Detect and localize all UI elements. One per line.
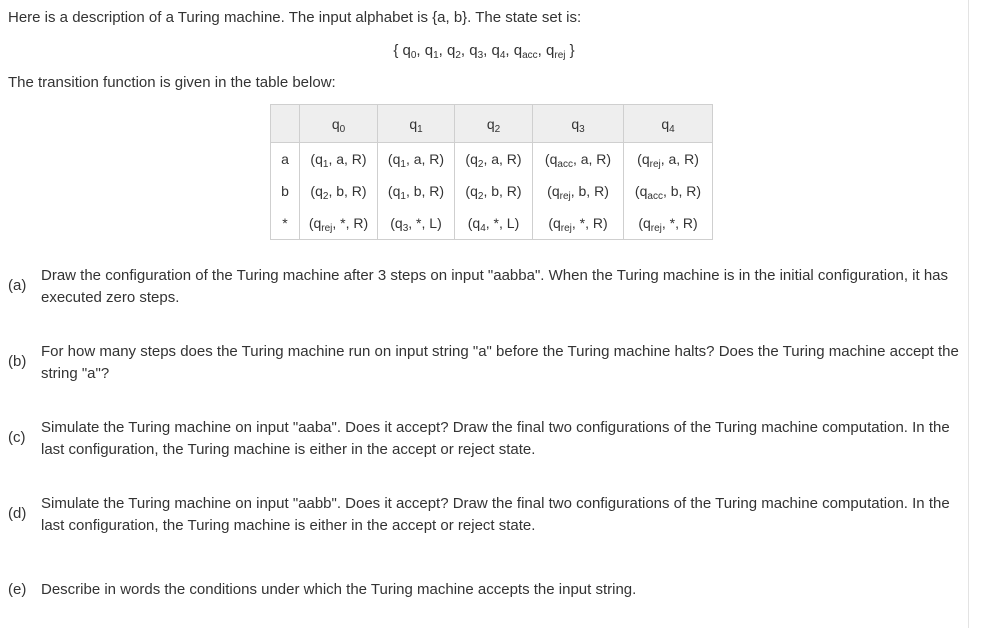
state-subscript: 3 xyxy=(579,123,585,135)
state-symbol: $q_{rej}$ xyxy=(641,151,661,170)
header-state-4 xyxy=(624,105,713,143)
state-symbol: $q_{rej}$ xyxy=(642,215,662,234)
question-d xyxy=(0,493,960,543)
transition-cell: ($q_{rej}$, b, R) xyxy=(533,175,624,207)
state-subscript: acc xyxy=(557,159,573,170)
state-subscript: rej xyxy=(560,223,572,234)
state-symbol: $q_{acc}$ xyxy=(513,42,538,61)
state-symbol: $q_1$ xyxy=(409,115,423,135)
state-subscript: 0 xyxy=(410,50,417,61)
state-set xyxy=(0,41,968,61)
state-symbol: $q_2$ xyxy=(486,115,501,135)
separator: , xyxy=(438,42,448,59)
question-label: (c) xyxy=(8,429,26,446)
state-symbol: $q_3$ xyxy=(571,115,585,135)
transition-cell: ($q_3$, *, L) xyxy=(378,207,455,240)
state-subscript: acc xyxy=(647,191,663,202)
row-symbol: b xyxy=(271,175,300,207)
question-text: Simulate the Turing machine on input "aaba". Does it accept? Draw the final two configurations of the Turing machine computation. In the last configuration, the Turing machine is either in the accept or reject state. xyxy=(41,419,950,458)
table-header-row xyxy=(271,105,713,143)
transition-table xyxy=(270,104,713,240)
transition-cell: ($q_{acc}$, b, R) xyxy=(624,175,713,207)
state-symbol: $q_3$ xyxy=(394,215,409,234)
state-symbol: $q_1$ xyxy=(424,42,439,61)
transition-cell: ($q_{acc}$, a, R) xyxy=(533,143,624,176)
separator: , xyxy=(416,42,425,59)
state-subscript: 2 xyxy=(477,191,484,202)
transition-cell: ($q_{rej}$, *, R) xyxy=(300,207,378,240)
question-label: (a) xyxy=(8,277,27,294)
state-subscript: 2 xyxy=(322,191,329,202)
question-c xyxy=(0,417,960,467)
state-subscript: 4 xyxy=(499,50,506,61)
state-subscript: rej xyxy=(554,50,566,61)
state-subscript: 0 xyxy=(339,123,346,135)
intro-text: Here is a description of a Turing machine. The input alphabet is {a, b}. The state set is: xyxy=(8,9,582,26)
state-subscript: rej xyxy=(650,223,662,234)
state-subscript: 1 xyxy=(417,123,423,135)
state-symbol: $q_0$ xyxy=(331,115,346,135)
question-e xyxy=(0,580,960,604)
question-label: (b) xyxy=(8,353,27,370)
question-b xyxy=(0,341,960,391)
state-subscript: 2 xyxy=(455,50,461,61)
state-subscript: 1 xyxy=(322,159,329,170)
state-symbol: $q_0$ xyxy=(402,42,417,61)
transition-cell: ($q_2$, b, R) xyxy=(455,175,533,207)
state-symbol: $q_4$ xyxy=(491,42,506,61)
state-symbol: $q_1$ xyxy=(392,151,406,170)
state-symbol: $q_{rej}$ xyxy=(313,215,333,234)
transition-cell: ($q_1$, a, R) xyxy=(378,143,455,176)
transition-cell: ($q_2$, b, R) xyxy=(300,175,378,207)
state-symbol: $q_4$ xyxy=(661,115,675,135)
state-list xyxy=(403,42,566,59)
row-symbol: a xyxy=(271,143,300,176)
state-symbol: $q_{acc}$ xyxy=(549,151,573,170)
table-row xyxy=(271,143,713,176)
transition-cell: ($q_2$, a, R) xyxy=(455,143,533,176)
state-symbol: $q_{acc}$ xyxy=(639,183,663,202)
header-state-2 xyxy=(455,105,533,143)
transition-cell: ($q_{rej}$, *, R) xyxy=(533,207,624,240)
question-text: Simulate the Turing machine on input "aabb". Does it accept? Draw the final two configurations of the Turing machine computation. In the last configuration, the Turing machine is either in the accept or reject state. xyxy=(41,495,950,534)
close-brace: } xyxy=(565,42,575,59)
state-subscript: rej xyxy=(559,191,571,202)
state-symbol: $q_3$ xyxy=(469,42,484,61)
separator: , xyxy=(537,42,547,59)
open-brace: { xyxy=(393,42,403,59)
separator: , xyxy=(460,42,470,59)
state-symbol: $q_2$ xyxy=(447,42,461,61)
state-symbol: $q_1$ xyxy=(315,151,329,170)
state-subscript: rej xyxy=(649,159,661,170)
transition-cell: ($q_{rej}$, *, R) xyxy=(624,207,713,240)
header-state-1 xyxy=(378,105,455,143)
question-text: Describe in words the conditions under which the Turing machine accepts the input string. xyxy=(41,581,637,598)
state-symbol: $q_1$ xyxy=(392,183,406,202)
state-subscript: 3 xyxy=(477,50,484,61)
state-subscript: rej xyxy=(321,223,333,234)
state-symbol: $q_{rej}$ xyxy=(552,215,572,234)
question-text: Draw the configuration of the Turing machine after 3 steps on input "aabba". When the Turing machine is in the initial configuration, it has executed zero steps. xyxy=(41,267,949,306)
state-subscript: acc xyxy=(522,50,538,61)
separator: , xyxy=(483,42,492,59)
table-row xyxy=(271,207,713,240)
state-subscript: 2 xyxy=(494,123,501,135)
state-subscript: 2 xyxy=(477,159,484,170)
header-state-0 xyxy=(300,105,378,143)
question-text: For how many steps does the Turing machine run on input string "a" before the Turing machine halts? Does the Turing machine accept the string "a"? xyxy=(41,343,959,382)
header-state-3 xyxy=(533,105,624,143)
transition-cell: ($q_1$, b, R) xyxy=(378,175,455,207)
corner-cell xyxy=(271,105,300,143)
state-symbol: $q_{rej}$ xyxy=(546,42,566,61)
state-subscript: 1 xyxy=(400,191,406,202)
row-symbol: * xyxy=(271,207,300,240)
transition-intro: The transition function is given in the table below: xyxy=(8,74,336,91)
transition-cell: ($q_4$, *, L) xyxy=(455,207,533,240)
separator: , xyxy=(505,42,514,59)
state-symbol: $q_2$ xyxy=(315,183,329,202)
state-subscript: 4 xyxy=(480,223,486,234)
question-label: (e) xyxy=(8,581,27,598)
state-subscript: 4 xyxy=(669,123,675,135)
state-symbol: $q_2$ xyxy=(470,151,484,170)
table-row xyxy=(271,175,713,207)
state-symbol: $q_2$ xyxy=(470,183,484,202)
state-subscript: 3 xyxy=(402,223,409,234)
state-symbol: $q_4$ xyxy=(472,215,486,234)
transition-cell: ($q_{rej}$, a, R) xyxy=(624,143,713,176)
question-label: (d) xyxy=(8,505,27,522)
state-symbol: $q_{rej}$ xyxy=(551,183,571,202)
right-border xyxy=(968,0,969,628)
question-a xyxy=(0,265,960,315)
transition-cell: ($q_1$, a, R) xyxy=(300,143,378,176)
state-subscript: 1 xyxy=(433,50,439,61)
state-subscript: 1 xyxy=(400,159,406,170)
